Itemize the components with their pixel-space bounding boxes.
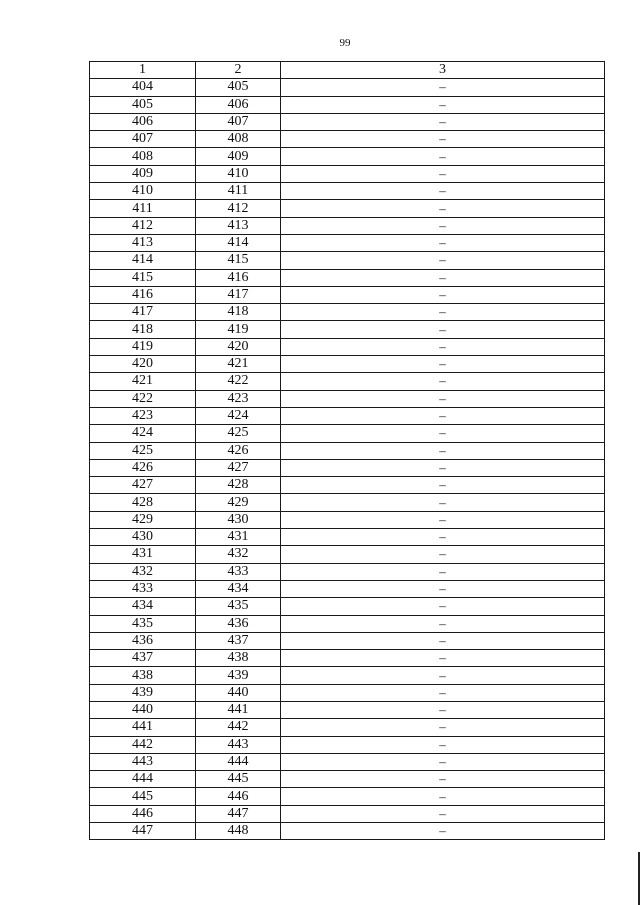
table-cell-number: 438 (196, 650, 281, 667)
table-row (90, 511, 605, 528)
table-cell-dash: – (281, 356, 605, 373)
table-cell-number: 446 (90, 805, 196, 822)
table-cell-dash: – (281, 286, 605, 303)
table-cell-dash: – (281, 477, 605, 494)
table-row (90, 96, 605, 113)
table-cell-number: 408 (196, 131, 281, 148)
column-header-2: 2 (196, 62, 281, 79)
table-cell-dash: – (281, 598, 605, 615)
table-row (90, 736, 605, 753)
table-cell-number: 437 (196, 632, 281, 649)
table-cell-number: 443 (196, 736, 281, 753)
table-row (90, 771, 605, 788)
table-cell-dash: – (281, 79, 605, 96)
table-cell-number: 428 (196, 477, 281, 494)
table-cell-number: 421 (90, 373, 196, 390)
table-cell-number: 432 (90, 563, 196, 580)
table-cell-number: 436 (90, 632, 196, 649)
table-cell-dash: – (281, 96, 605, 113)
data-table (89, 61, 605, 840)
table-cell-number: 415 (196, 252, 281, 269)
page-number: 99 (339, 37, 351, 49)
table-cell-number: 422 (90, 390, 196, 407)
table-cell-number: 440 (90, 701, 196, 718)
table-cell-number: 427 (196, 459, 281, 476)
table-cell-number: 413 (196, 217, 281, 234)
table-row (90, 580, 605, 597)
table-header (90, 62, 605, 79)
table-cell-number: 441 (90, 719, 196, 736)
table-cell-dash: – (281, 269, 605, 286)
table-cell-number: 422 (196, 373, 281, 390)
table-cell-dash: – (281, 580, 605, 597)
table-row (90, 148, 605, 165)
table-cell-number: 433 (196, 563, 281, 580)
table-cell-number: 418 (196, 304, 281, 321)
table-row (90, 667, 605, 684)
table-cell-number: 426 (196, 442, 281, 459)
table-cell-number: 427 (90, 477, 196, 494)
table-cell-number: 423 (196, 390, 281, 407)
table-cell-number: 414 (196, 234, 281, 251)
table-cell-number: 431 (196, 529, 281, 546)
table-row (90, 529, 605, 546)
table-cell-number: 418 (90, 321, 196, 338)
table-cell-dash: – (281, 823, 605, 840)
table-cell-dash: – (281, 684, 605, 701)
table-body (90, 79, 605, 840)
table-row (90, 183, 605, 200)
table-cell-number: 445 (196, 771, 281, 788)
table-cell-dash: – (281, 788, 605, 805)
table-cell-dash: – (281, 321, 605, 338)
table-cell-number: 407 (196, 113, 281, 130)
table-row (90, 286, 605, 303)
table-cell-dash: – (281, 390, 605, 407)
table-cell-dash: – (281, 615, 605, 632)
table-row (90, 684, 605, 701)
table-cell-dash: – (281, 200, 605, 217)
table-row (90, 269, 605, 286)
table-row (90, 598, 605, 615)
table-cell-dash: – (281, 338, 605, 355)
table-cell-number: 444 (90, 771, 196, 788)
table-cell-number: 443 (90, 753, 196, 770)
table-cell-dash: – (281, 511, 605, 528)
table-cell-number: 412 (90, 217, 196, 234)
table-cell-number: 447 (196, 805, 281, 822)
table-cell-number: 413 (90, 234, 196, 251)
table-row (90, 356, 605, 373)
table-cell-dash: – (281, 217, 605, 234)
table-cell-number: 406 (90, 113, 196, 130)
table-cell-dash: – (281, 719, 605, 736)
table-cell-number: 430 (196, 511, 281, 528)
table-cell-number: 431 (90, 546, 196, 563)
table-cell-number: 409 (196, 148, 281, 165)
table-row (90, 79, 605, 96)
table-row (90, 615, 605, 632)
table-row (90, 823, 605, 840)
table-row (90, 304, 605, 321)
table-cell-number: 446 (196, 788, 281, 805)
table-cell-dash: – (281, 113, 605, 130)
table-cell-number: 439 (196, 667, 281, 684)
table-cell-number: 412 (196, 200, 281, 217)
table-row (90, 632, 605, 649)
table-cell-number: 444 (196, 753, 281, 770)
table-cell-number: 405 (90, 96, 196, 113)
table-row (90, 217, 605, 234)
table-cell-dash: – (281, 442, 605, 459)
table-cell-number: 420 (90, 356, 196, 373)
table-cell-number: 439 (90, 684, 196, 701)
table-cell-number: 432 (196, 546, 281, 563)
table-cell-dash: – (281, 425, 605, 442)
table-row (90, 563, 605, 580)
table-row (90, 165, 605, 182)
table-row (90, 234, 605, 251)
table-row (90, 459, 605, 476)
table-cell-number: 429 (196, 494, 281, 511)
table-cell-number: 438 (90, 667, 196, 684)
table-row (90, 442, 605, 459)
table-cell-number: 434 (196, 580, 281, 597)
table-cell-number: 425 (90, 442, 196, 459)
table-cell-number: 448 (196, 823, 281, 840)
table-cell-number: 405 (196, 79, 281, 96)
table-cell-dash: – (281, 165, 605, 182)
table-row (90, 321, 605, 338)
table-cell-number: 441 (196, 701, 281, 718)
table-cell-number: 409 (90, 165, 196, 182)
table-cell-number: 445 (90, 788, 196, 805)
table-cell-number: 410 (196, 165, 281, 182)
table-cell-number: 423 (90, 407, 196, 424)
table-cell-number: 435 (196, 598, 281, 615)
table-row (90, 131, 605, 148)
table-cell-dash: – (281, 373, 605, 390)
table-row (90, 338, 605, 355)
column-header-1: 1 (90, 62, 196, 79)
table-row (90, 546, 605, 563)
table-cell-number: 417 (196, 286, 281, 303)
table-cell-number: 447 (90, 823, 196, 840)
table-cell-dash: – (281, 667, 605, 684)
table-cell-dash: – (281, 805, 605, 822)
table-row (90, 200, 605, 217)
header-row (90, 62, 605, 79)
table-cell-number: 411 (196, 183, 281, 200)
table-cell-number: 435 (90, 615, 196, 632)
table-cell-number: 428 (90, 494, 196, 511)
table-cell-number: 437 (90, 650, 196, 667)
table-cell-dash: – (281, 650, 605, 667)
table-cell-dash: – (281, 148, 605, 165)
table-cell-number: 417 (90, 304, 196, 321)
table-cell-number: 442 (196, 719, 281, 736)
table-row (90, 425, 605, 442)
table-cell-number: 416 (90, 286, 196, 303)
table-cell-number: 408 (90, 148, 196, 165)
table-cell-number: 442 (90, 736, 196, 753)
table-cell-number: 404 (90, 79, 196, 96)
table-cell-dash: – (281, 183, 605, 200)
table-cell-number: 414 (90, 252, 196, 269)
table-cell-dash: – (281, 563, 605, 580)
table-cell-dash: – (281, 494, 605, 511)
table-cell-number: 406 (196, 96, 281, 113)
table-cell-number: 421 (196, 356, 281, 373)
table-cell-number: 430 (90, 529, 196, 546)
table-cell-dash: – (281, 304, 605, 321)
table-row (90, 753, 605, 770)
table-cell-dash: – (281, 529, 605, 546)
table-cell-dash: – (281, 252, 605, 269)
table-row (90, 390, 605, 407)
table-cell-number: 410 (90, 183, 196, 200)
table-cell-number: 415 (90, 269, 196, 286)
table-cell-number: 426 (90, 459, 196, 476)
table-cell-dash: – (281, 753, 605, 770)
table-cell-dash: – (281, 632, 605, 649)
table-cell-number: 440 (196, 684, 281, 701)
table-cell-dash: – (281, 234, 605, 251)
table-cell-dash: – (281, 701, 605, 718)
table-row (90, 805, 605, 822)
table-cell-number: 429 (90, 511, 196, 528)
table-row (90, 252, 605, 269)
table-cell-number: 416 (196, 269, 281, 286)
table-row (90, 719, 605, 736)
table-cell-dash: – (281, 546, 605, 563)
table-cell-number: 425 (196, 425, 281, 442)
table-cell-dash: – (281, 771, 605, 788)
table-row (90, 113, 605, 130)
table-cell-number: 424 (196, 407, 281, 424)
table-cell-number: 420 (196, 338, 281, 355)
table-row (90, 701, 605, 718)
table-cell-dash: – (281, 736, 605, 753)
table-cell-number: 419 (90, 338, 196, 355)
table-row (90, 788, 605, 805)
table-row (90, 650, 605, 667)
table-row (90, 494, 605, 511)
table-row (90, 477, 605, 494)
table-cell-number: 433 (90, 580, 196, 597)
table-cell-dash: – (281, 131, 605, 148)
table-cell-dash: – (281, 407, 605, 424)
table-row (90, 407, 605, 424)
table-cell-number: 424 (90, 425, 196, 442)
column-header-3: 3 (281, 62, 605, 79)
table-cell-number: 419 (196, 321, 281, 338)
table-cell-dash: – (281, 459, 605, 476)
table-row (90, 373, 605, 390)
table-cell-number: 436 (196, 615, 281, 632)
table-cell-number: 411 (90, 200, 196, 217)
table-cell-number: 434 (90, 598, 196, 615)
table-cell-number: 407 (90, 131, 196, 148)
